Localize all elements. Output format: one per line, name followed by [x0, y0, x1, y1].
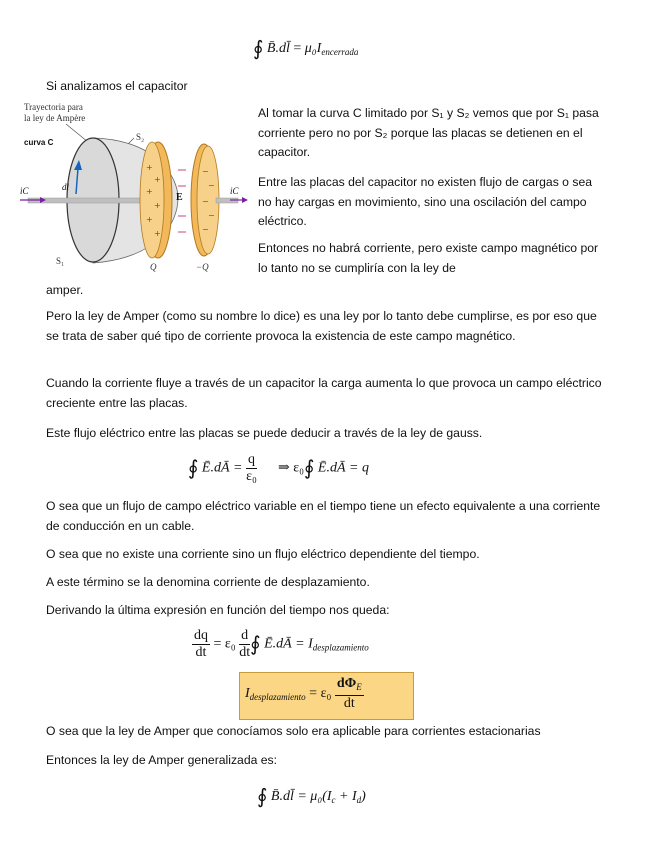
fig-label-curve: curva C	[24, 138, 54, 147]
integral-symbol: ∮	[253, 38, 264, 60]
eq-subscript: desplazamiento	[249, 692, 306, 703]
numerator: dΦ	[336, 676, 357, 691]
svg-text:+: +	[146, 215, 153, 224]
denominator: ε₀	[246, 469, 257, 484]
fig-label-negQ: −Q	[196, 262, 209, 272]
equation-displacement-current	[245, 676, 364, 712]
paragraph-3: Este flujo eléctrico entre las placas se puede deducir a través de la ley de gauss.	[46, 426, 483, 440]
svg-text:−: −	[202, 225, 209, 234]
equation-gauss	[188, 452, 369, 485]
paragraph-9: Entonces la ley de Amper generalizada es:	[46, 753, 278, 767]
numerator: d	[241, 628, 249, 643]
eq-final-plus: + I	[339, 789, 357, 804]
fig-label-E: E	[176, 192, 183, 203]
svg-text:+: +	[154, 229, 161, 238]
integral-symbol: ∮	[250, 633, 261, 656]
eq-box-lhs: I	[245, 686, 250, 702]
continuation: amper.	[46, 283, 84, 297]
fraction-dq-dt	[192, 628, 210, 661]
eq-gauss-lhs: Ē.dĀ =	[201, 460, 243, 476]
eq-final-lhs: B̄.dl̄ = μ₀(I	[270, 789, 332, 804]
side-paragraph-3: Entonces no habrá corriente, pero existe campo magnético por lo tanto no se cumpliría con la ley de	[258, 241, 599, 275]
eq-final-close: )	[361, 789, 366, 804]
numerator: q	[247, 452, 255, 467]
eq-subscript-d: d	[356, 795, 362, 805]
integral-symbol: ∮	[257, 786, 268, 808]
svg-text:+: +	[154, 201, 161, 210]
eq-gauss-rhs: Ē.dĀ = q	[317, 460, 369, 476]
paragraph-4: O sea que un flujo de campo eléctrico variable en el tiempo tiene un efecto equivalente a una corriente de conducción en un cable.	[46, 499, 601, 533]
paragraph-6: A este término se la denomina corriente de desplazamiento.	[46, 575, 370, 589]
epsilon: ε₀	[293, 460, 304, 476]
eq-subscript: encerrada	[321, 47, 359, 57]
numerator-subscript: E	[356, 682, 362, 692]
eq-rhs: μ₀I	[304, 41, 322, 56]
paragraph-7: Derivando la última expresión en función del tiempo nos queda:	[46, 603, 390, 617]
paragraph-2: Cuando la corriente fluye a través de un capacitor la carga aumenta lo que provoca un campo eléctrico creciente entre las placas.	[46, 376, 602, 410]
fig-label-s2: S₂	[136, 132, 145, 142]
equation-ampere: ∮ B̄.dl̄ = $\mu_0I_{encerrada}$	[253, 38, 359, 60]
fig-label-s1: S₁	[56, 256, 65, 266]
svg-text:+: +	[146, 163, 153, 172]
fig-label-ic-left: iC	[20, 186, 29, 196]
heading: Si analizamos el capacitor	[46, 79, 188, 93]
side-paragraph-2: Entre las placas del capacitor no existen flujo de cargas o sea no hay cargas en movimiento, sino una oscilación del campo eléctrico.	[258, 175, 592, 228]
fig-label-trajectory-2: la ley de Ampère	[24, 113, 86, 123]
epsilon: = ε₀	[213, 636, 236, 652]
fraction-dphi-dt	[335, 676, 364, 712]
side-paragraph-1: Al tomar la curva C limitado por S₁ y S₂ vemos que por S₁ pasa corriente pero no por S₂ porque las placas se detienen en el capacitor.	[258, 106, 599, 159]
svg-text:+: +	[146, 187, 153, 196]
svg-text:+: +	[154, 175, 161, 184]
paragraph-8: O sea que la ley de Amper que conocíamos solo era aplicable para corrientes estacionarias	[46, 724, 541, 738]
eq-subscript: desplazamiento	[312, 642, 369, 653]
integral-symbol: ∮	[303, 457, 315, 480]
denominator: dt	[239, 645, 251, 660]
capacitor-figure	[18, 98, 248, 280]
fig-label-trajectory-1: Trayectoria para	[24, 102, 83, 112]
paragraph-5: O sea que no existe una corriente sino un flujo eléctrico dependiente del tiempo.	[46, 547, 480, 561]
denominator: dt	[343, 696, 355, 711]
equation-ampere-generalized	[257, 784, 366, 809]
fig-label-ic-right: iC	[230, 186, 239, 196]
svg-text:−: −	[202, 167, 209, 176]
equation-derivative	[192, 628, 369, 661]
paragraph-1: Pero la ley de Amper (como su nombre lo dice) es una ley por lo tanto debe cumplirse, es por eso que se trata de saber qué tipo de corriente provoca la existencia de este campo magnético.	[46, 309, 597, 343]
fig-label-dl: dl	[62, 182, 70, 192]
svg-text:−: −	[202, 197, 209, 206]
fraction-d-dt	[239, 628, 250, 661]
numerator: dq	[194, 628, 208, 643]
eq-deriv-body: Ē.dĀ = I	[264, 636, 313, 652]
fig-label-Q: Q	[150, 262, 157, 272]
svg-text:−: −	[208, 211, 215, 220]
integral-symbol: ∮	[188, 457, 199, 480]
denominator: dt	[195, 645, 207, 660]
implies-arrow: ⇒	[277, 460, 290, 476]
eq-subscript-c: c	[331, 795, 336, 805]
eq-lhs: B̄.dl̄	[266, 41, 290, 56]
svg-text:−: −	[208, 181, 215, 190]
epsilon: = ε₀	[309, 686, 332, 702]
fraction	[246, 452, 257, 485]
